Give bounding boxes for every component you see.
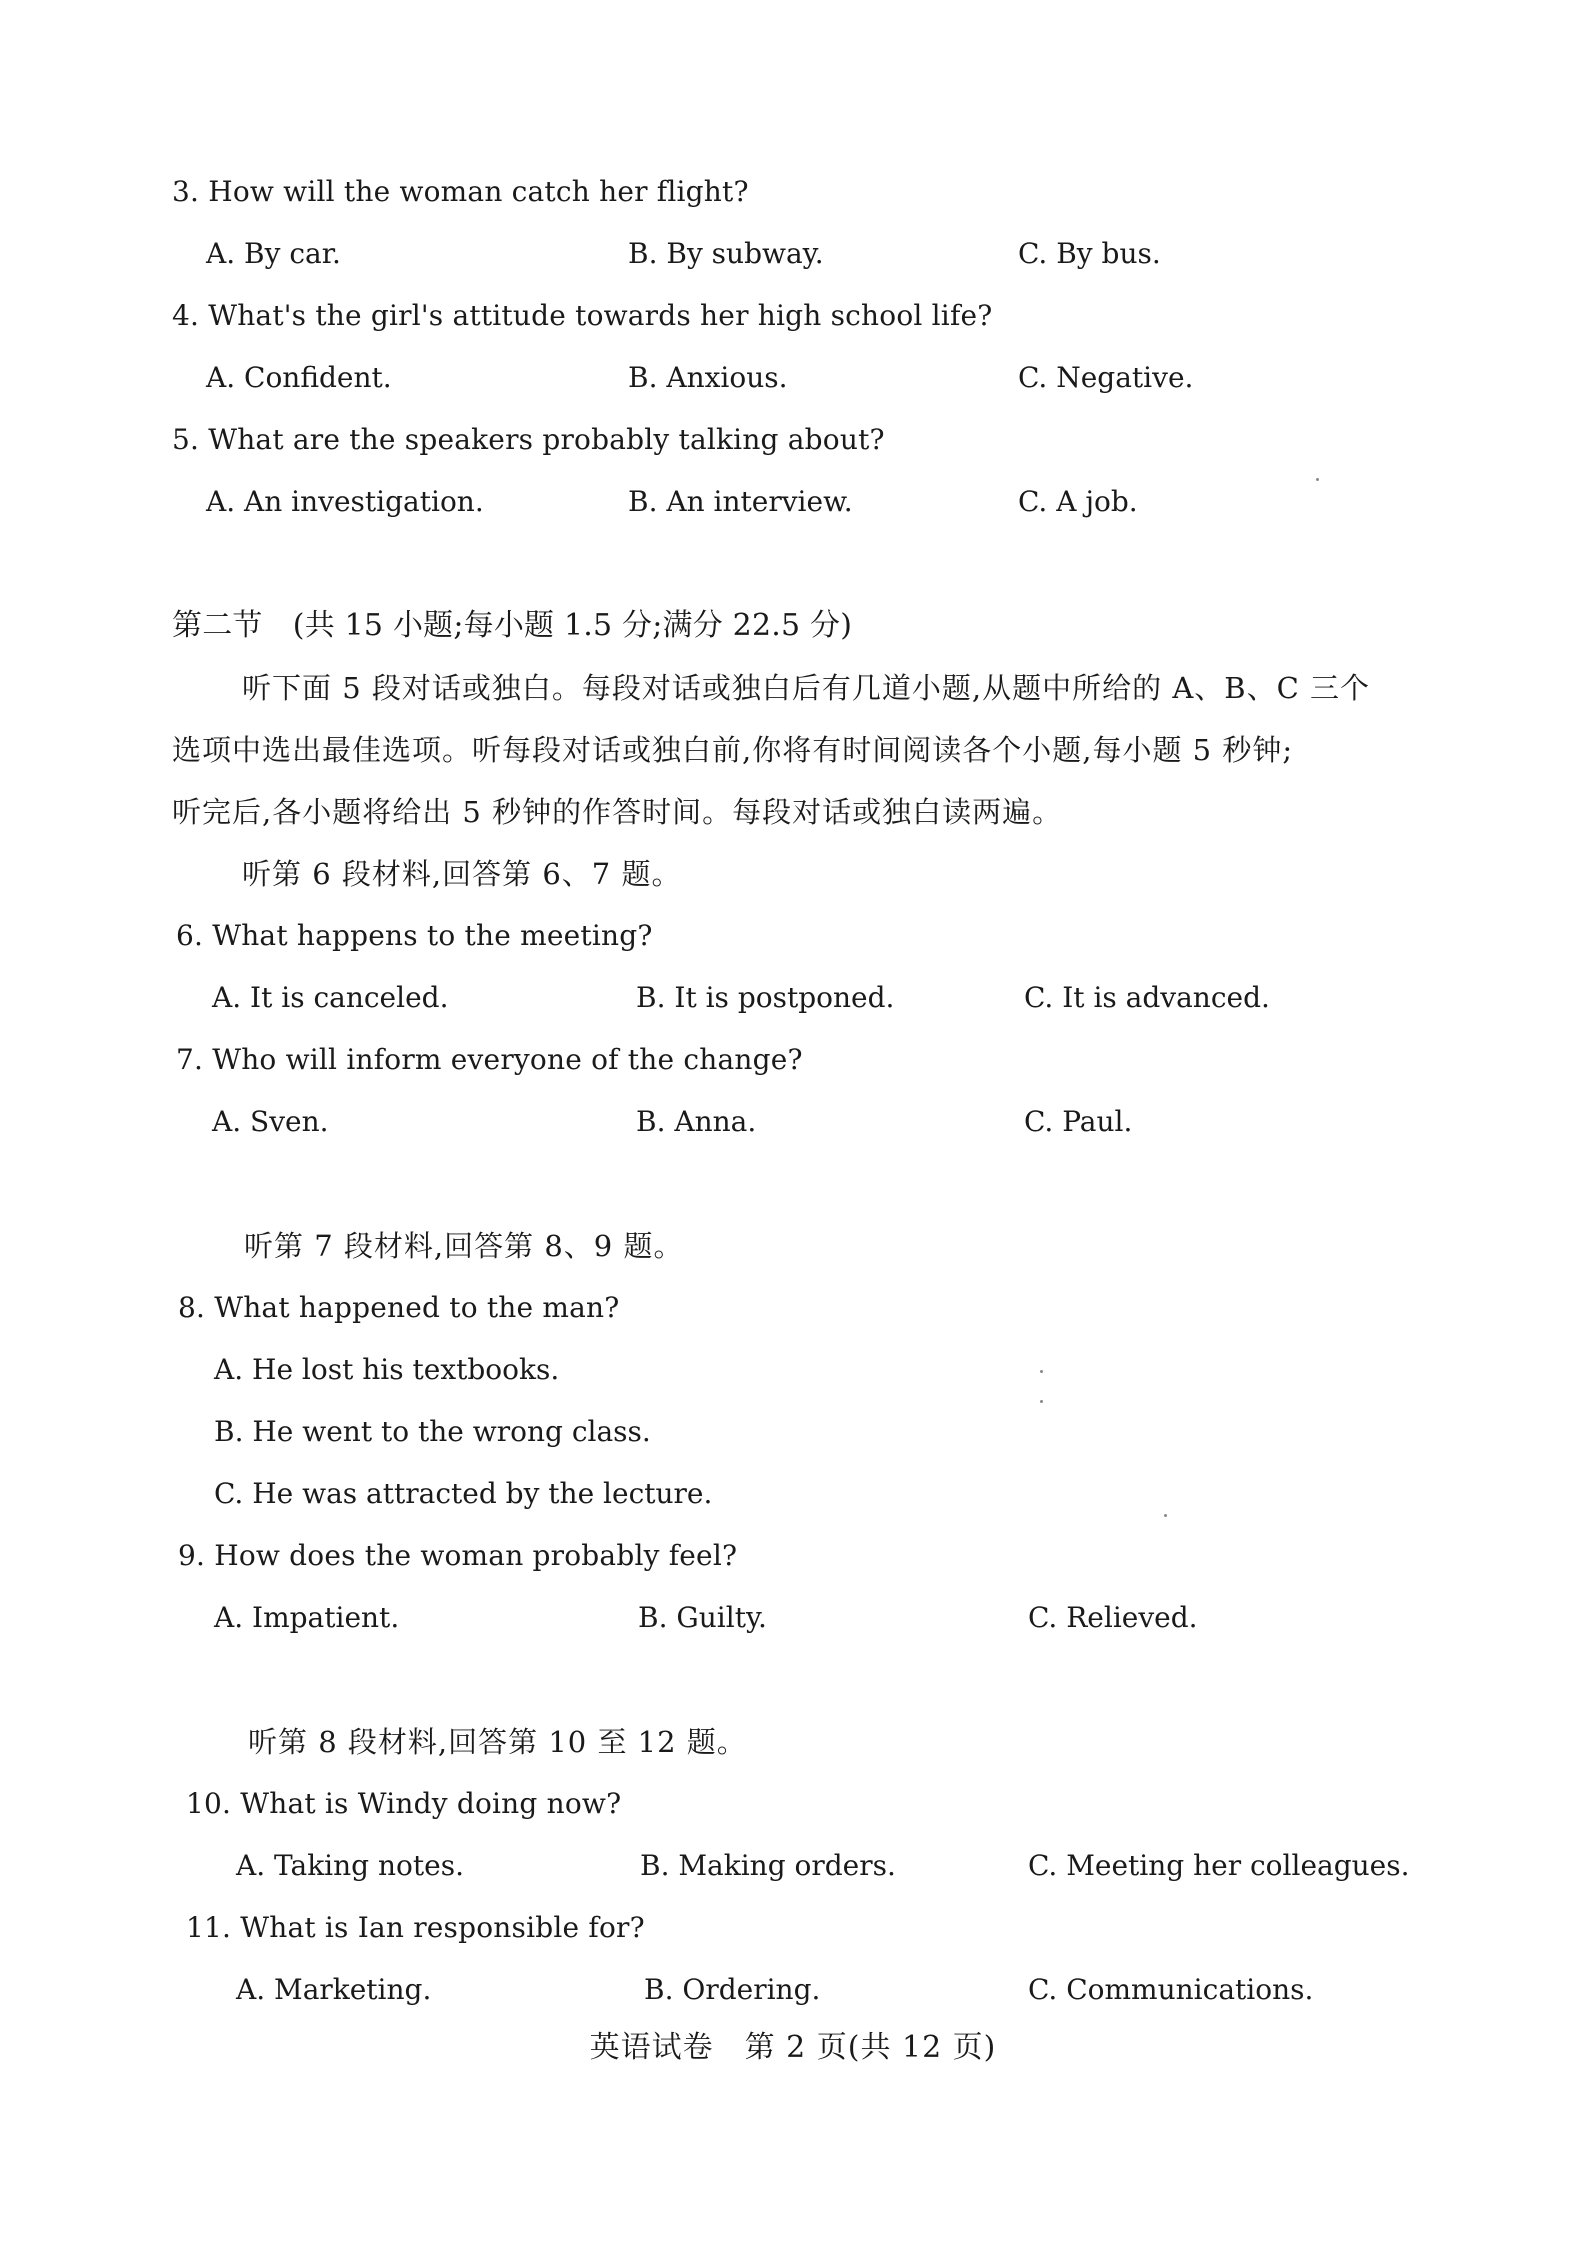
question-5-option-c: C. A job. [1018, 485, 1138, 518]
question-7-stem: 7. Who will inform everyone of the change? [176, 1043, 803, 1076]
material-6-label: 听第 6 段材料,回答第 6、7 题。 [242, 857, 682, 891]
question-6-stem: 6. What happens to the meeting? [176, 919, 653, 952]
question-7-option-b: B. Anna. [636, 1105, 757, 1138]
question-3-option-c: C. By bus. [1018, 237, 1161, 270]
scan-speck [1164, 1514, 1167, 1517]
section-2-heading: 第二节 (共 15 小题;每小题 1.5 分;满分 22.5 分) [172, 608, 853, 643]
section-2-instruction-line-1: 听下面 5 段对话或独白。每段对话或独白后有几道小题,从题中所给的 A、B、C 三个 [242, 671, 1370, 705]
question-11-option-c: C. Communications. [1028, 1973, 1314, 2006]
question-3-stem: 3. How will the woman catch her flight? [172, 175, 749, 208]
question-5-option-b: B. An interview. [628, 485, 853, 518]
question-6-option-b: B. It is postponed. [636, 981, 895, 1014]
question-9-stem: 9. How does the woman probably feel? [178, 1539, 738, 1572]
scan-speck [1040, 1370, 1043, 1373]
question-11-stem: 11. What is Ian responsible for? [186, 1911, 645, 1944]
section-2-instruction-line-3: 听完后,各小题将给出 5 秒钟的作答时间。每段对话或独白读两遍。 [172, 795, 1063, 829]
question-10-option-c: C. Meeting her colleagues. [1028, 1849, 1410, 1882]
question-6-option-c: C. It is advanced. [1024, 981, 1270, 1014]
question-4-option-a: A. Confident. [206, 361, 392, 394]
scan-speck [1040, 1400, 1043, 1403]
question-10-option-a: A. Taking notes. [236, 1849, 464, 1882]
question-6-option-a: A. It is canceled. [212, 981, 449, 1014]
question-11-option-a: A. Marketing. [236, 1973, 432, 2006]
material-7-label: 听第 7 段材料,回答第 8、9 题。 [244, 1229, 684, 1263]
material-8-label: 听第 8 段材料,回答第 10 至 12 题。 [248, 1725, 747, 1759]
question-8-option-a: A. He lost his textbooks. [214, 1353, 560, 1386]
question-8-option-c: C. He was attracted by the lecture. [214, 1477, 713, 1510]
question-3-option-b: B. By subway. [628, 237, 824, 270]
question-7-option-c: C. Paul. [1024, 1105, 1133, 1138]
question-4-stem: 4. What's the girl's attitude towards her high school life? [172, 299, 993, 332]
scan-speck [1316, 478, 1319, 481]
question-11-option-b: B. Ordering. [644, 1973, 821, 2006]
question-3-option-a: A. By car. [206, 237, 341, 270]
question-10-option-b: B. Making orders. [640, 1849, 896, 1882]
question-10-stem: 10. What is Windy doing now? [186, 1787, 622, 1820]
question-5-stem: 5. What are the speakers probably talking about? [172, 423, 885, 456]
question-9-option-b: B. Guilty. [638, 1601, 767, 1634]
question-8-stem: 8. What happened to the man? [178, 1291, 620, 1324]
section-2-instruction-line-2: 选项中选出最佳选项。听每段对话或独白前,你将有时间阅读各个小题,每小题 5 秒钟; [172, 733, 1294, 767]
question-5-option-a: A. An investigation. [206, 485, 484, 518]
question-9-option-c: C. Relieved. [1028, 1601, 1198, 1634]
question-8-option-b: B. He went to the wrong class. [214, 1415, 651, 1448]
question-9-option-a: A. Impatient. [214, 1601, 400, 1634]
question-7-option-a: A. Sven. [212, 1105, 329, 1138]
question-4-option-b: B. Anxious. [628, 361, 788, 394]
page-footer: 英语试卷 第 2 页(共 12 页) [589, 2030, 997, 2065]
question-4-option-c: C. Negative. [1018, 361, 1194, 394]
